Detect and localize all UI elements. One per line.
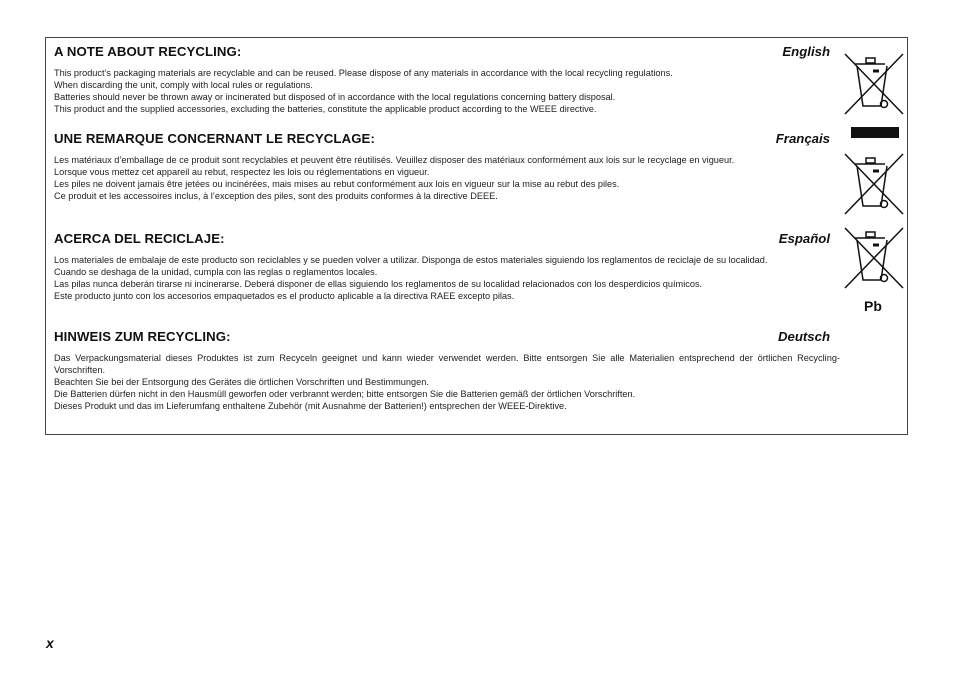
- paragraph: Beachten Sie bei der Entsorgung des Gerätes die örtlichen Vorschriften und Bestimmungen.: [54, 377, 429, 387]
- crossed-out-wheeled-bin-icon: [843, 52, 905, 116]
- section-deutsch: [54, 329, 840, 412]
- language-label: Español: [778, 231, 830, 246]
- paragraph: Les matériaux d’emballage de ce produit sont recyclables et peuvent être réutilisés. Veuillez disposer des matériaux conformément aux lois sur le recyclage en vigueur.: [54, 155, 735, 165]
- section-body: [54, 254, 840, 302]
- paragraph: Batteries should never be thrown away or incinerated but disposed of in accordance with the local regulations concerning battery disposal.: [54, 92, 616, 102]
- paragraph: This product and the supplied accessories, excluding the batteries, constitute the applicable product according to the WEEE directive.: [54, 104, 597, 114]
- section-heading: A NOTE ABOUT RECYCLING:: [54, 44, 242, 59]
- paragraph: Ce produit et les accessoires inclus, à l’exception des piles, sont des produits conformes à la directive DEEE.: [54, 191, 498, 201]
- section-espanol: [54, 231, 840, 302]
- paragraph: Lorsque vous mettez cet appareil au rebut, respectez les lois ou réglementations en vigueur.: [54, 167, 430, 177]
- section-francais: [54, 131, 840, 202]
- section-body: [54, 154, 840, 202]
- paragraph: Las pilas nunca deberán tirarse ni incinerarse. Deberá disponer de ellas siguiendo los reglamentos de su localidad relacionados con los desperdicios químicos.: [54, 279, 703, 289]
- paragraph: Cuando se deshaga de la unidad, cumpla con las reglas o reglamentos locales.: [54, 267, 378, 277]
- section-heading: UNE REMARQUE CONCERNANT LE RECYCLAGE:: [54, 131, 375, 146]
- section-heading: HINWEIS ZUM RECYCLING:: [54, 329, 231, 344]
- section-heading: ACERCA DEL RECICLAJE:: [54, 231, 225, 246]
- language-label: Deutsch: [777, 329, 830, 344]
- section-body: [54, 67, 840, 115]
- paragraph: Los materiales de embalaje de este producto son reciclables y se pueden volver a utilizar. Disponga de estos materiales siguiendo los reglamentos de reciclaje de su localidad.: [54, 255, 768, 265]
- section-english: [54, 44, 840, 115]
- page-number: x: [46, 635, 54, 651]
- crossed-out-wheeled-bin-icon: [843, 226, 905, 290]
- crossed-out-wheeled-bin-icon: [843, 152, 905, 216]
- weee-black-bar: [851, 127, 899, 138]
- paragraph: When discarding the unit, comply with local rules or regulations.: [54, 80, 313, 90]
- language-label: English: [782, 44, 830, 59]
- paragraph: This product’s packaging materials are recyclable and can be reused. Please dispose of any materials in accordance with the local recycling regulations.: [54, 68, 673, 78]
- paragraph: Die Batterien dürfen nicht in den Hausmüll geworfen oder verbrannt werden; bitte entsorgen Sie die Batterien gemäß der örtlichen Vorschriften.: [54, 389, 636, 399]
- section-body: [54, 352, 840, 412]
- paragraph: Este producto junto con los accesorios empaquetados es el producto aplicable a la directiva RAEE excepto pilas.: [54, 291, 515, 301]
- paragraph: Dieses Produkt und das im Lieferumfang enthaltene Zubehör (mit Ausnahme der Batterien!) entsprechen der WEEE-Direktive.: [54, 401, 567, 411]
- lead-pb-label: Pb: [864, 298, 882, 314]
- paragraph: Das Verpackungsmaterial dieses Produktes ist zum Recyceln geeignet und kann wieder verwendet werden. Bitte entsorgen Sie alle Materialien entsprechend der örtlichen Recycling-Vorschriften.: [54, 353, 840, 375]
- language-label: Français: [775, 131, 830, 146]
- paragraph: Les piles ne doivent jamais être jetées ou incinérées, mais mises au rebut conformément aux lois en vigueur sur la mise au rebut des piles.: [54, 179, 620, 189]
